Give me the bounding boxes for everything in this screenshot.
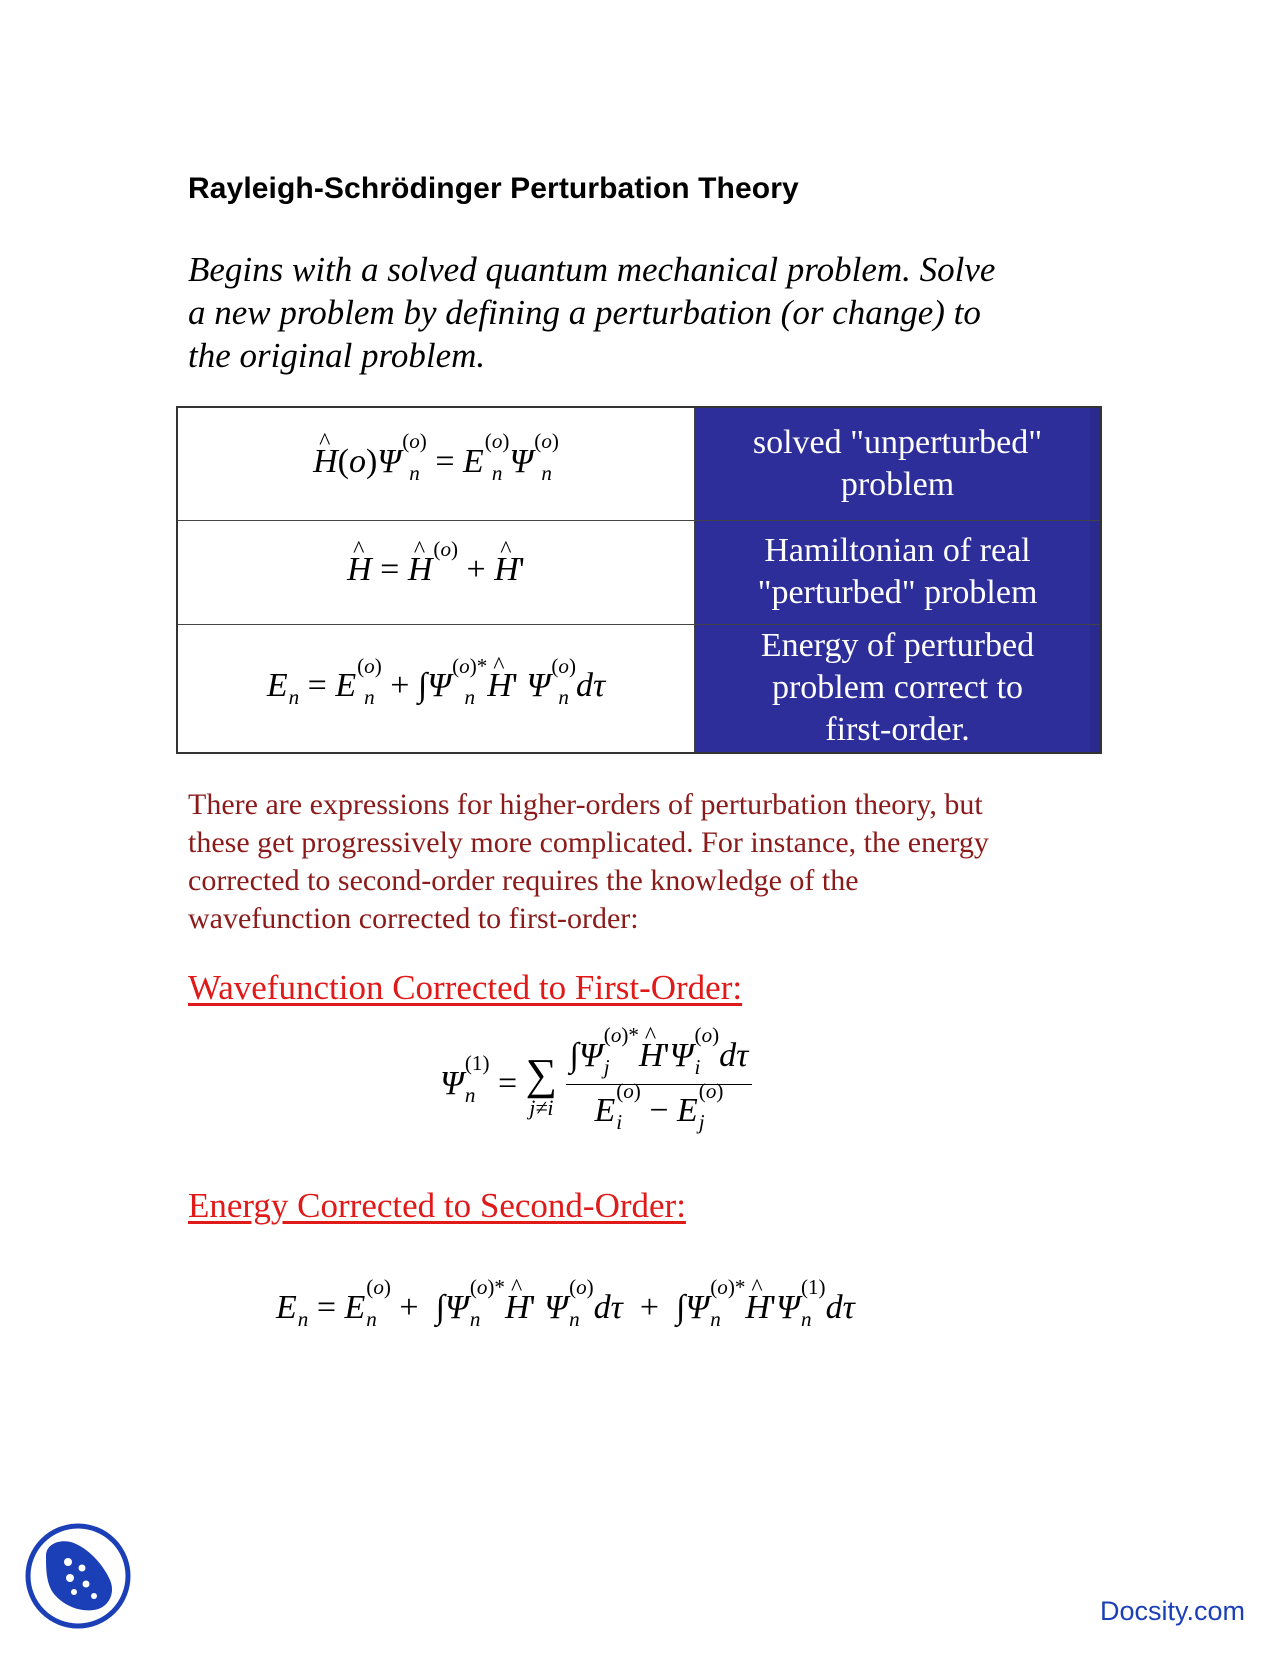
equation-table	[176, 406, 1102, 754]
wavefunction-heading: Wavefunction Corrected to First-Order:	[188, 968, 743, 1007]
description-first-order-energy	[695, 624, 1102, 753]
description-line: Energy of perturbed	[760, 627, 1035, 665]
table-row	[177, 520, 1101, 624]
intro-line: Begins with a solved quantum mechanical problem. Solve	[188, 250, 996, 289]
energy-second-order-formula: E n = E (o) n + ∫Ψ (o)* n ^ H' Ψ (o) n dτ + ∫Ψ (o)* n ^ H'Ψ (1) n dτ	[276, 1288, 855, 1332]
intro-text	[188, 248, 1088, 377]
paragraph-line: There are expressions for higher-orders of perturbation theory, but	[188, 788, 983, 821]
description-line: problem correct to	[771, 669, 1024, 707]
docsity-brand-link[interactable]: Docsity.com	[1100, 1596, 1246, 1626]
intro-line: a new problem by defining a perturbation (or change) to	[188, 293, 981, 332]
energy-heading: Energy Corrected to Second-Order:	[188, 1186, 686, 1225]
equation-unperturbed: ^ H(o)Ψ (o) n = E (o) n Ψ (o) n	[177, 407, 695, 520]
equation-first-order-energy: E n = E (o) n + ∫Ψ (o)* n ^ H' Ψ (o) n dτ	[177, 624, 695, 753]
paragraph-line: corrected to second-order requires the knowledge of the	[188, 864, 859, 897]
paragraph-line: these get progressively more complicated. For instance, the energy	[188, 826, 989, 859]
equation-hamiltonian: ^ H = ^ H (o) + ^ H'	[177, 520, 695, 624]
table-row	[177, 407, 1101, 520]
description-line: Hamiltonian of real	[764, 532, 1031, 569]
description-line: problem	[840, 465, 955, 503]
page-title: Rayleigh-Schrödinger Perturbation Theory	[188, 172, 799, 205]
table-row	[177, 624, 1101, 753]
description-line: first-order.	[825, 711, 970, 749]
docsity-logo-icon	[24, 1522, 132, 1630]
description-unperturbed	[695, 407, 1102, 520]
description-hamiltonian	[695, 520, 1102, 624]
paragraph-line: wavefunction corrected to first-order:	[188, 902, 639, 935]
wavefunction-first-order-formula: Ψ (1) n = ∑ j≠i ∫Ψ (o)* j ^ H'Ψ (o) i dτ E (o) i − E (o) j	[440, 1036, 752, 1136]
higher-order-paragraph	[188, 786, 1108, 938]
description-line: solved "unperturbed"	[752, 423, 1043, 461]
intro-line: the original problem.	[188, 336, 486, 375]
description-line: "perturbed" problem	[757, 574, 1038, 611]
